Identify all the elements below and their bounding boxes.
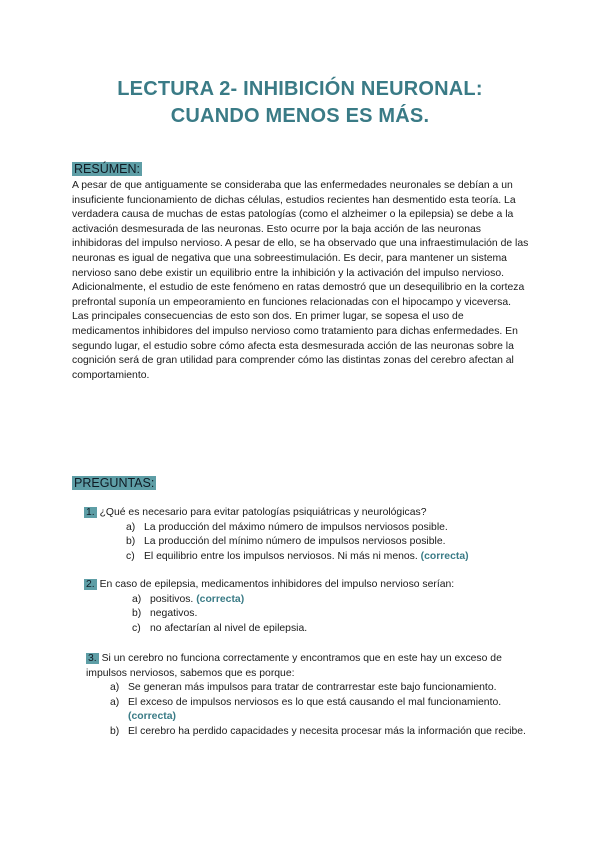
correct-tag: (correcta) — [128, 711, 176, 723]
question-1 — [72, 506, 532, 564]
answer-list — [72, 681, 532, 739]
question-3 — [72, 652, 532, 740]
question-text — [72, 578, 532, 593]
option-marker: b) — [126, 536, 136, 548]
question-text — [72, 506, 532, 521]
summary-heading — [72, 162, 142, 177]
option-text: El equilibrio entre los impulsos nerviosos. Ni más ni menos. — [144, 550, 418, 562]
option-text: El exceso de impulsos nerviosos es lo que está causando el mal funcionamiento. — [128, 696, 502, 708]
option-marker: b) — [110, 725, 120, 737]
document-title — [0, 76, 600, 130]
title-line-1: LECTURA 2- INHIBICIÓN NEURONAL: — [117, 78, 483, 100]
answer-option — [132, 593, 532, 608]
option-marker: c) — [126, 550, 135, 562]
answer-option — [110, 696, 532, 725]
question-number: 1. — [86, 507, 95, 518]
option-marker: a) — [126, 521, 136, 533]
option-text: no afectarían al nivel de epilepsia. — [150, 622, 308, 634]
questions-heading — [72, 476, 156, 491]
title-line-2: CUANDO MENOS ES MÁS. — [170, 105, 430, 127]
option-marker: a) — [110, 696, 120, 708]
option-marker: a) — [110, 682, 120, 694]
summary-heading-label: RESÚMEN: — [74, 162, 140, 176]
question-label: Si un cerebro no funciona correctamente y encontramos que en este hay un exceso de impulsos nerviosos, sabemos que es porque: — [86, 653, 502, 679]
question-text — [72, 652, 532, 681]
question-label: En caso de epilepsia, medicamentos inhibidores del impulso nervioso serían: — [99, 579, 455, 590]
answer-option — [110, 725, 532, 740]
answer-option — [126, 535, 532, 550]
summary-body — [72, 179, 532, 383]
option-marker: b) — [132, 608, 142, 620]
summary-paragraph: A pesar de que antiguamente se consideraba que las enfermedades neuronales se debían a un insuficiente funcionamiento de dichas células, estudios recientes han desmentido esta teoría. La verdadera causa de muchas de estas patologías (como el alzheimer o la epilepsia) se debe a la activación desmesurada de las neuronas. Esto ocurre por la baja acción de las neuronas inhibidoras del impulso nervioso. A pesar de ello, se ha observado que una infraestimulación de las neuronas es igual de negativa que una sobreestimulación. Es decir, para mantener un sistema nervioso sano debe existir un equilibrio entre la inhibición y la activación del impulso nervioso. — [72, 180, 529, 279]
question-label: ¿Qué es necesario para evitar patologías psiquiátricas y neurológicas? — [99, 507, 427, 518]
answer-list — [72, 521, 532, 565]
answer-option — [132, 622, 532, 637]
answer-option — [126, 521, 532, 536]
answer-option — [126, 550, 532, 565]
question-2 — [72, 578, 532, 636]
option-text: El cerebro ha perdido capacidades y necesita procesar más la información que recibe. — [128, 725, 526, 737]
summary-paragraph: Las principales consecuencias de esto son dos. En primer lugar, se sopesa el uso de medicamentos inhibidores del impulso nervioso como tratamiento para dichas enfermedades. En segundo lugar, el estudio sobre cómo afecta esta desmesurada acción de las neuronas sobre la cognición será de gran utilidad para comprender cómo las distintas zonas del cerebro afectan al comportamiento. — [72, 311, 518, 381]
correct-tag: (correcta) — [420, 550, 469, 562]
option-marker: a) — [132, 593, 142, 605]
question-number: 2. — [86, 579, 95, 590]
option-text: positivos. — [150, 593, 194, 605]
correct-tag: (correcta) — [196, 593, 245, 605]
summary-paragraph: Adicionalmente, el estudio de este fenómeno en ratas demostró que un desequilibrio en la corteza prefrontal suponía un empeoramiento en funciones relacionadas con el hipocampo y viceversa. — [72, 282, 525, 308]
option-text: negativos. — [150, 608, 198, 620]
option-text: La producción del máximo número de impulsos nerviosos posible. — [144, 521, 448, 533]
option-text: Se generan más impulsos para tratar de contrarrestar este bajo funcionamiento. — [128, 682, 497, 694]
option-text: La producción del mínimo número de impulsos nerviosos posible. — [144, 536, 446, 548]
answer-option — [132, 607, 532, 622]
answer-option — [110, 681, 532, 696]
answer-list — [72, 593, 532, 637]
question-number: 3. — [88, 653, 97, 664]
option-marker: c) — [132, 622, 141, 634]
questions-heading-label: PREGUNTAS: — [74, 476, 155, 490]
